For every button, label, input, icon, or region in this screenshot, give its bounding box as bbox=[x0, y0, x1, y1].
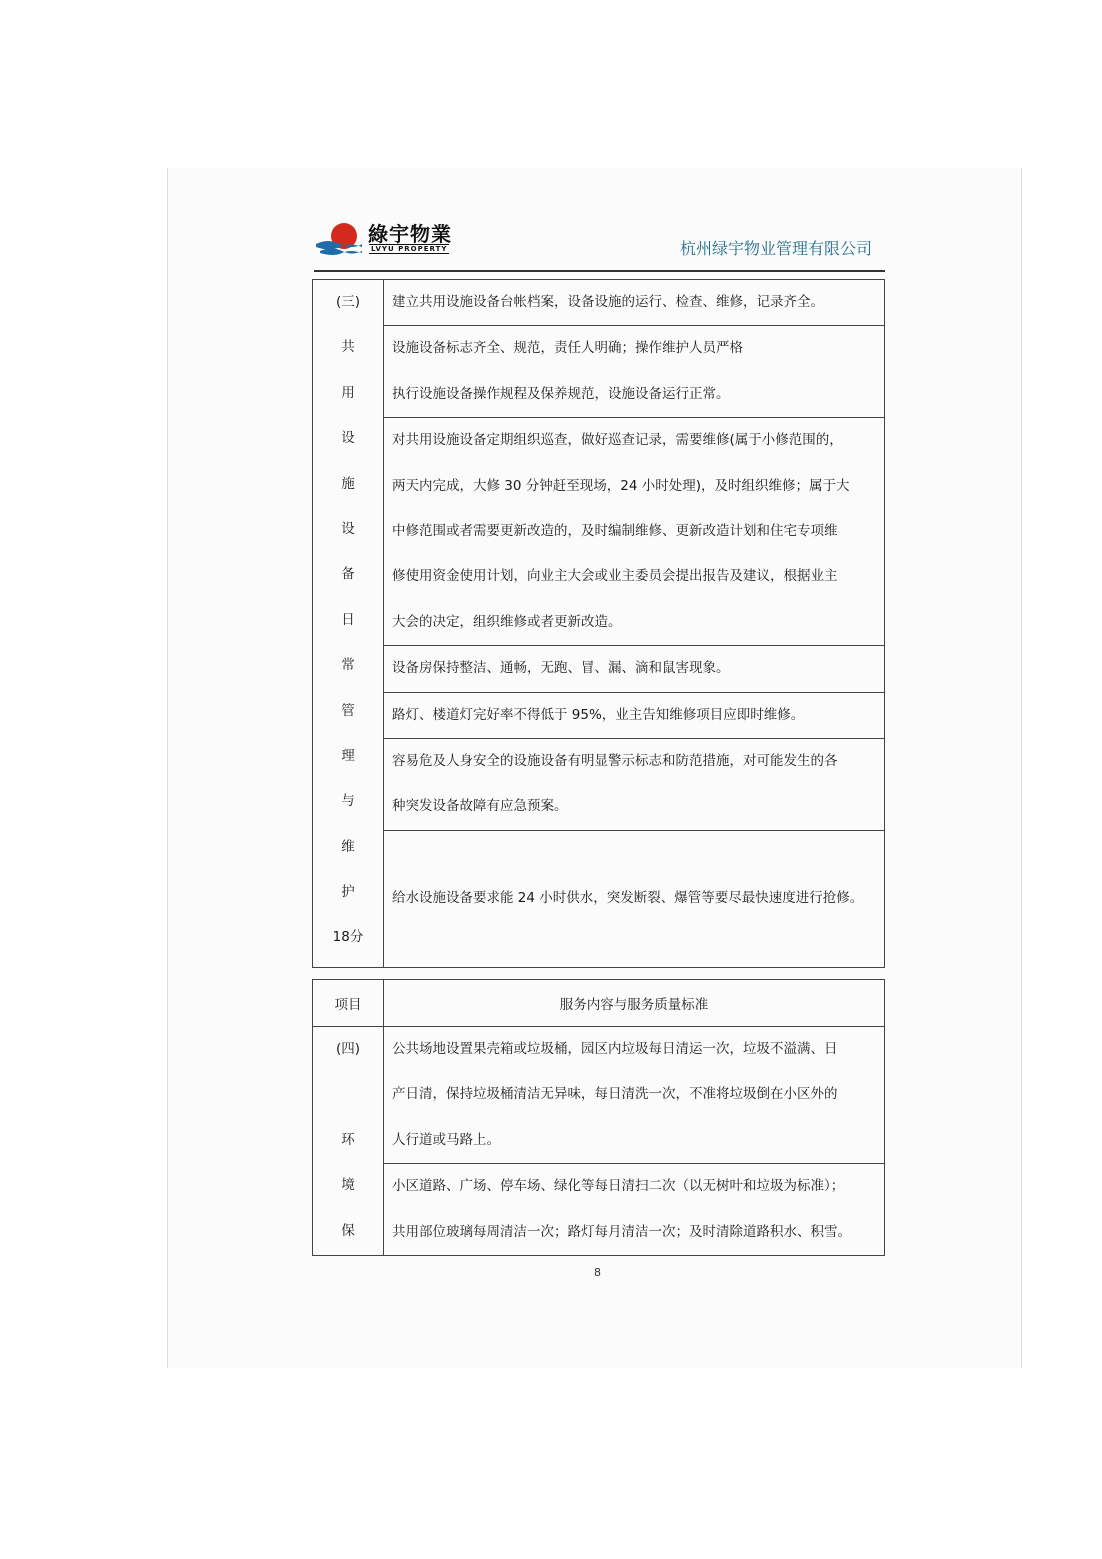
category-char: (三) bbox=[335, 294, 361, 310]
content-line bbox=[384, 921, 884, 966]
content-line: 种突发设备故障有应急预案。 bbox=[392, 798, 568, 815]
category-char: (四) bbox=[335, 1041, 361, 1057]
category-char: 备 bbox=[341, 566, 355, 583]
content-line: 共用部位玻璃每周清洁一次；路灯每月清洁一次；及时清除道路积水、积雪。 bbox=[392, 1223, 851, 1240]
service-table-environment bbox=[312, 979, 885, 1256]
header-content: 服务内容与服务质量标准 bbox=[384, 980, 885, 1027]
content-line: 大会的决定，组织维修或者更新改造。 bbox=[392, 613, 622, 630]
logo-english-text: LVYU PROPERTY bbox=[371, 245, 448, 253]
table-row bbox=[384, 646, 885, 692]
logo-chinese-text: 綠宇物業 bbox=[368, 222, 452, 246]
content-line: 修使用资金使用计划，向业主大会或业主委员会提出报告及建议，根据业主 bbox=[392, 568, 838, 585]
table-row bbox=[384, 280, 885, 326]
table-row bbox=[384, 738, 885, 830]
category-char: 管 bbox=[341, 702, 355, 719]
category-char: 常 bbox=[341, 657, 355, 674]
category-char: 日 bbox=[341, 611, 355, 628]
category-char: 用 bbox=[341, 384, 355, 401]
category-char: 共 bbox=[341, 339, 355, 356]
content-line: 小区道路、广场、停车场、绿化等每日清扫二次（以无树叶和垃圾为标准）； bbox=[392, 1178, 845, 1195]
category-char: 施 bbox=[341, 475, 355, 492]
category-char bbox=[313, 1072, 383, 1117]
content-line: 给水设施设备要求能 24 小时供水，突发断裂、爆管等要尽最快速度进行抢修。 bbox=[392, 890, 864, 907]
category-char: 护 bbox=[341, 884, 355, 901]
logo-sun-wave-icon bbox=[314, 216, 364, 260]
category-char: 设 bbox=[341, 430, 355, 447]
content-line: 中修范围或者需要更新改造的，及时编制维修、更新改造计划和住宅专项维 bbox=[392, 522, 838, 539]
service-table-facilities bbox=[312, 279, 885, 968]
category-char: 与 bbox=[341, 793, 355, 810]
table-row bbox=[384, 326, 885, 418]
category-cell-environment bbox=[313, 1027, 384, 1256]
category-cell-facilities bbox=[313, 280, 384, 968]
company-name: 杭州绿宇物业管理有限公司 bbox=[680, 239, 873, 258]
content-line: 设备房保持整洁、通畅，无跑、冒、漏、滴和鼠害现象。 bbox=[392, 660, 730, 677]
category-char: 18分 bbox=[332, 929, 364, 946]
content-line: 对共用设施设备定期组织巡查，做好巡查记录，需要维修(属于小修范围的， bbox=[392, 432, 843, 449]
category-char: 环 bbox=[341, 1131, 355, 1148]
content-line: 路灯、楼道灯完好率不得低于 95%，业主告知维修项目应即时维修。 bbox=[392, 706, 805, 723]
content-line: 建立共用设施设备台帐档案，设备设施的运行、检查、维修，记录齐全。 bbox=[392, 294, 824, 310]
category-char: 维 bbox=[341, 838, 355, 855]
category-char: 境 bbox=[341, 1177, 355, 1194]
header-rule bbox=[314, 270, 885, 272]
content-line bbox=[384, 831, 884, 876]
company-logo bbox=[314, 216, 464, 260]
content-line: 两天内完成，大修 30 分钟赶至现场，24 小时处理)，及时组织维修；属于大 bbox=[392, 477, 850, 494]
content-line: 设施设备标志齐全、规范，责任人明确；操作维护人员严格 bbox=[392, 340, 743, 357]
content-line: 公共场地设置果壳箱或垃圾桶，园区内垃圾每日清运一次，垃圾不溢满、日 bbox=[392, 1041, 838, 1057]
table-row bbox=[384, 692, 885, 738]
category-char: 理 bbox=[341, 747, 355, 764]
content-line: 产日清，保持垃圾桶清洁无异味，每日清洗一次，不准将垃圾倒在小区外的 bbox=[392, 1086, 838, 1103]
table-row bbox=[384, 1164, 885, 1256]
table-row bbox=[384, 1027, 885, 1164]
content-line: 人行道或马路上。 bbox=[392, 1131, 500, 1148]
page-number: 8 bbox=[594, 1266, 601, 1279]
table-row bbox=[384, 830, 885, 967]
table-row bbox=[384, 418, 885, 646]
category-char: 保 bbox=[341, 1222, 355, 1239]
content-line: 执行设施设备操作规程及保养规范，设施设备运行正常。 bbox=[392, 385, 730, 402]
category-char: 设 bbox=[341, 520, 355, 537]
header-item: 项目 bbox=[313, 980, 384, 1027]
content-line: 容易危及人身安全的设施设备有明显警示标志和防范措施，对可能发生的各 bbox=[392, 752, 838, 769]
